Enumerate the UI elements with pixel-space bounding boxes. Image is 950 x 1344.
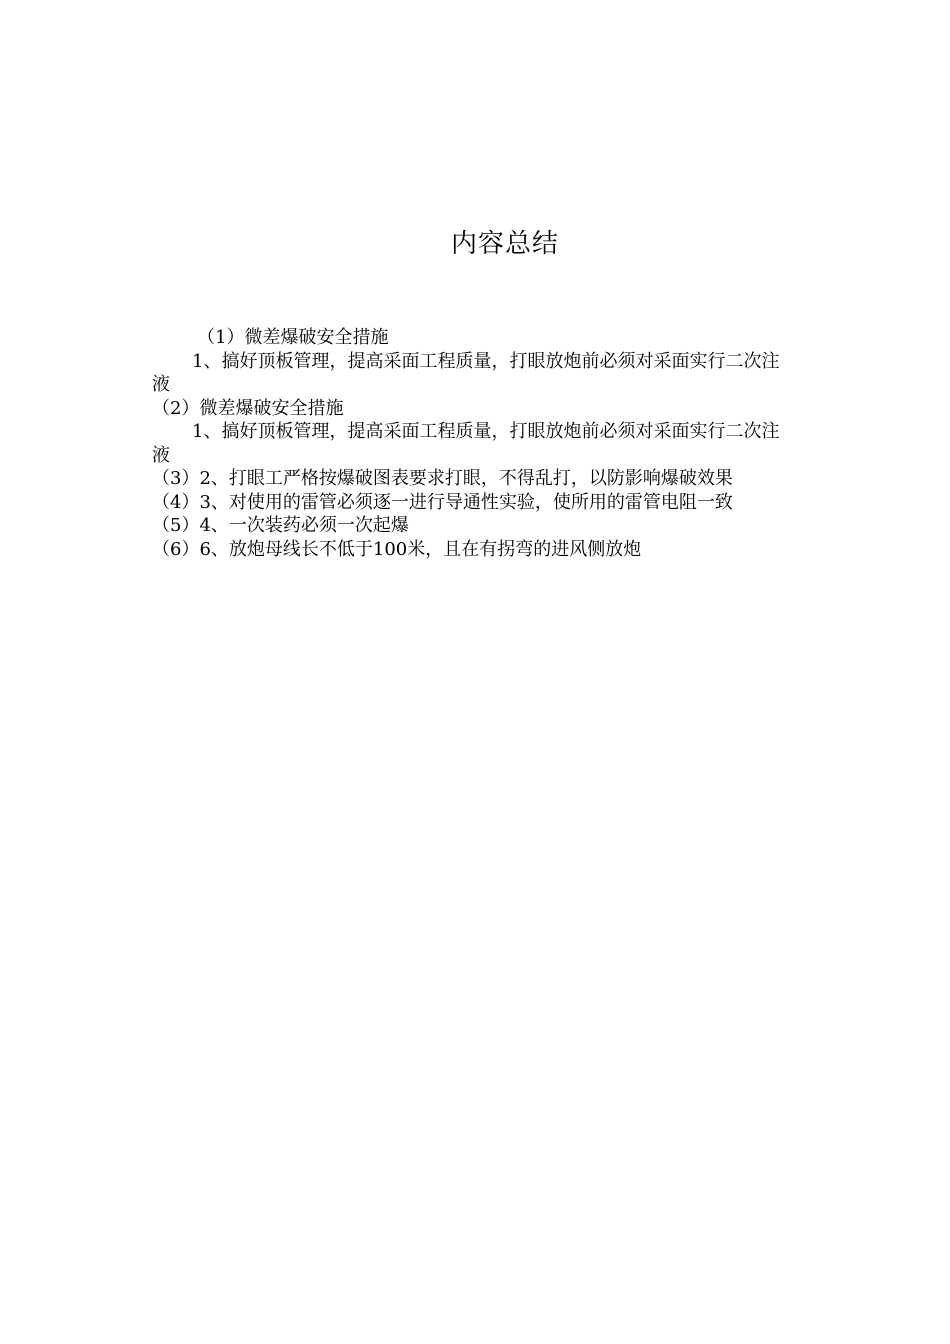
paragraph-8: （6）6、放炮母线长不低于100米，且在有拐弯的进风侧放炮 [152,538,642,560]
paragraph-2: 1、搞好顶板管理，提高采面工程质量，打眼放炮前必须对采面实行二次注液 [152,350,780,395]
paragraph-1: （1）微差爆破安全措施 [197,327,389,348]
paragraph-5: （3）2、打眼工严格按爆破图表要求打眼，不得乱打，以防影响爆破效果 [152,468,733,489]
paragraph-6: （4）3、对使用的雷管必须逐一进行导通性实验，使所用的雷管电阻一致 [152,491,733,513]
paragraph-3: （2）微差爆破安全措施 [152,397,344,419]
paragraph-7: （5）4、一次装药必须一次起爆 [152,515,409,536]
page-title: 内容总结 [450,229,559,259]
paragraph-4: 1、搞好顶板管理，提高采面工程质量，打眼放炮前必须对采面实行二次注液 [152,421,780,466]
document-body [152,326,797,561]
